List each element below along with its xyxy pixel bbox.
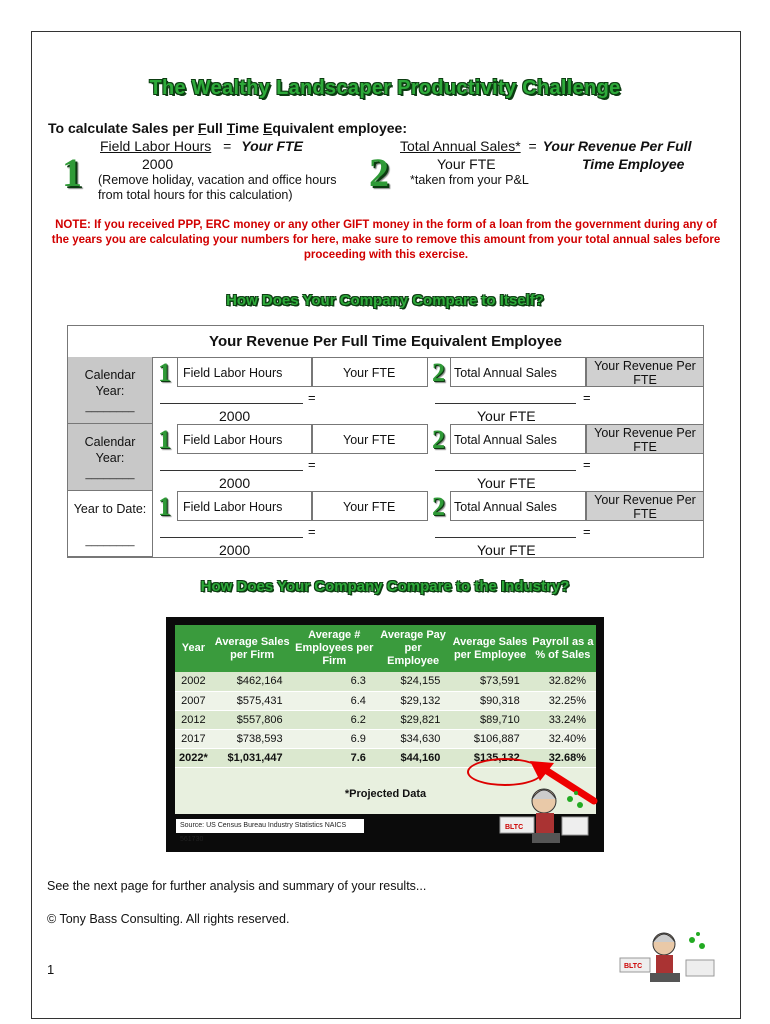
next-page-text: See the next page for further analysis and summary of your results... [47, 879, 427, 893]
industry-table-cell: 6.9 [293, 729, 376, 748]
field-labor-hours-cell-label: Field Labor Hours [183, 366, 283, 380]
industry-table-cell: 2022* [175, 748, 212, 767]
your-fte-cell-label: Your FTE [343, 433, 396, 447]
industry-table-cell: $462,164 [212, 672, 293, 691]
industry-table-cell: 6.4 [293, 691, 376, 710]
formula-2-equals: = [528, 138, 537, 154]
formula-1-equals: = [223, 138, 232, 154]
hours-value: 2000 [142, 156, 174, 172]
row-denominator: Your FTE [477, 475, 536, 491]
industry-table-header [175, 625, 596, 672]
row-year-blank[interactable]: ________ [85, 535, 135, 547]
industry-table-cell: $29,821 [376, 710, 450, 729]
industry-table [175, 625, 596, 768]
industry-table-row [175, 710, 596, 729]
industry-table-cell: $135,132 [450, 748, 529, 767]
calc-heading-e: E [263, 120, 273, 136]
mascot-logo-icon [496, 783, 596, 847]
industry-table-row [175, 691, 596, 710]
table-title: Your Revenue Per Full Time Equivalent Employee [68, 326, 703, 358]
row-denominator: Your FTE [477, 542, 536, 558]
your-fte-cell-label: Your FTE [343, 500, 396, 514]
calc-heading-f: F [197, 120, 207, 136]
row-year-label: Calendar Year: [84, 435, 136, 465]
total-annual-sales-cell-label: Total Annual Sales [454, 433, 557, 447]
source-caption: Source: US Census Bureau Industry Statistics NAICS 561730 [176, 819, 364, 833]
industry-data-image [166, 617, 604, 852]
industry-header-cell: Payroll as a % of Sales [530, 625, 596, 672]
calc-heading-prefix: To calculate Sales per [48, 120, 198, 136]
industry-header-cell: Average Pay per Employee [376, 625, 450, 672]
row-hours-value: 2000 [219, 408, 251, 424]
projected-data-note: *Projected Data [344, 788, 427, 800]
section-compare-industry-heading: How Does Your Company Compare to the Industry? [200, 578, 570, 595]
row-year-blank[interactable]: ________ [85, 401, 135, 413]
footer-logo-text: BLTC [624, 963, 643, 970]
calc-heading-mid2: ime [235, 120, 264, 136]
industry-header-cell: Year [175, 625, 212, 672]
industry-table-cell: $738,593 [212, 729, 293, 748]
industry-table-cell: 2002 [175, 672, 212, 691]
copyright-text: © Tony Bass Consulting. All rights reserved. [47, 912, 290, 926]
industry-header-cell: Average # Employees per Firm [293, 625, 376, 672]
industry-header-cell: Average Sales per Employee [450, 625, 529, 672]
total-annual-sales-cell-label: Total Annual Sales [454, 500, 557, 514]
industry-table-cell: $90,318 [450, 691, 529, 710]
industry-table-cell: $24,155 [376, 672, 450, 691]
industry-table-cell: $106,887 [450, 729, 529, 748]
industry-table-cell: 6.3 [293, 672, 376, 691]
total-annual-sales-cell-label: Total Annual Sales [454, 366, 557, 380]
industry-table-cell: 32.82% [530, 672, 596, 691]
formula-2-numerator [400, 138, 691, 154]
hours-entry-line[interactable] [160, 403, 303, 404]
industry-table-cell: 6.2 [293, 710, 376, 729]
industry-table-cell: 32.25% [530, 691, 596, 710]
industry-table-row [175, 729, 596, 748]
calc-heading-t: T [226, 120, 236, 136]
row-hours-value: 2000 [219, 542, 251, 558]
calc-heading [48, 120, 407, 136]
row-year-blank[interactable]: ________ [85, 468, 135, 480]
revenue-per-fte-label-2: Time Employee [582, 156, 685, 172]
row-equals-2: = [583, 524, 591, 539]
your-fte-cell-label: Your FTE [343, 366, 396, 380]
page-title: The Wealthy Landscaper Productivity Challenge [149, 77, 621, 99]
industry-table-cell: 7.6 [293, 748, 376, 767]
industry-table-body [175, 672, 596, 767]
sales-entry-line[interactable] [435, 537, 576, 538]
formula-1-numerator [100, 138, 303, 154]
industry-table-cell: $44,160 [376, 748, 450, 767]
industry-table-cell: 2017 [175, 729, 212, 748]
hours-entry-line[interactable] [160, 470, 303, 471]
revenue-per-fte-cell-label: Your Revenue Per FTE [594, 426, 696, 454]
your-fte-label: Your FTE [241, 138, 303, 154]
row-equals-1: = [308, 457, 316, 472]
row-hours-value: 2000 [219, 475, 251, 491]
revenue-per-fte-label-1: Your Revenue Per Full [542, 138, 692, 154]
row-year-label: Calendar Year: [84, 368, 136, 398]
row-equals-2: = [583, 390, 591, 405]
industry-table-cell: $73,591 [450, 672, 529, 691]
row-year-label: Year to Date: [73, 502, 147, 516]
row-step-2-number: 2 [432, 492, 445, 521]
row-step-1-number: 1 [158, 425, 171, 454]
sales-entry-line[interactable] [435, 403, 576, 404]
sales-entry-line[interactable] [435, 470, 576, 471]
formula-2-denominator: Your FTE [437, 156, 496, 172]
ppp-note: NOTE: If you received PPP, ERC money or any other GIFT money in the form of a loan from the government during any of the years you are calculating your numbers for here, make sure to remove this amount from your total annual sales before proceeding with this exercise. [51, 219, 721, 261]
row-equals-2: = [583, 457, 591, 472]
row-step-2-number: 2 [432, 425, 445, 454]
industry-table-cell: $34,630 [376, 729, 450, 748]
industry-table-cell: $29,132 [376, 691, 450, 710]
revenue-per-fte-cell-label: Your Revenue Per FTE [594, 359, 696, 387]
industry-table-cell: 33.24% [530, 710, 596, 729]
industry-header-cell: Average Sales per Firm [212, 625, 293, 672]
step-2-number: 2 [369, 150, 389, 195]
industry-table-cell: 32.40% [530, 729, 596, 748]
remove-hours-note: (Remove holiday, vacation and office hours from total hours for this calculation) [98, 173, 337, 202]
mascot-logo-text: BLTC [505, 824, 524, 831]
field-labor-hours-cell-label: Field Labor Hours [183, 433, 283, 447]
revenue-per-fte-cell-label: Your Revenue Per FTE [594, 493, 696, 521]
page-number: 1 [47, 962, 55, 977]
total-annual-sales-label: Total Annual Sales* [400, 138, 521, 154]
hours-entry-line[interactable] [160, 537, 303, 538]
industry-table-cell: 2012 [175, 710, 212, 729]
industry-table-cell: $557,806 [212, 710, 293, 729]
industry-table-cell: 2007 [175, 691, 212, 710]
calc-heading-suffix: quivalent employee: [272, 120, 407, 136]
footer-mascot-logo-icon [616, 928, 720, 986]
row-step-1-number: 1 [158, 492, 171, 521]
row-equals-1: = [308, 390, 316, 405]
step-1-number: 1 [62, 150, 82, 195]
section-compare-itself-heading: How Does Your Company Compare to Itself? [226, 292, 544, 309]
row-equals-1: = [308, 524, 316, 539]
row-denominator: Your FTE [477, 408, 536, 424]
row-step-1-number: 1 [158, 358, 171, 387]
field-labor-hours-label: Field Labor Hours [100, 138, 212, 154]
industry-table-row [175, 672, 596, 691]
industry-table-cell: $89,710 [450, 710, 529, 729]
industry-table-cell: $1,031,447 [212, 748, 293, 767]
calc-heading-mid1: ull [206, 120, 227, 136]
industry-table-cell: 32.68% [530, 748, 596, 767]
field-labor-hours-cell-label: Field Labor Hours [183, 500, 283, 514]
pl-note: *taken from your P&L [410, 173, 529, 187]
row-step-2-number: 2 [432, 358, 445, 387]
industry-table-cell: $575,431 [212, 691, 293, 710]
